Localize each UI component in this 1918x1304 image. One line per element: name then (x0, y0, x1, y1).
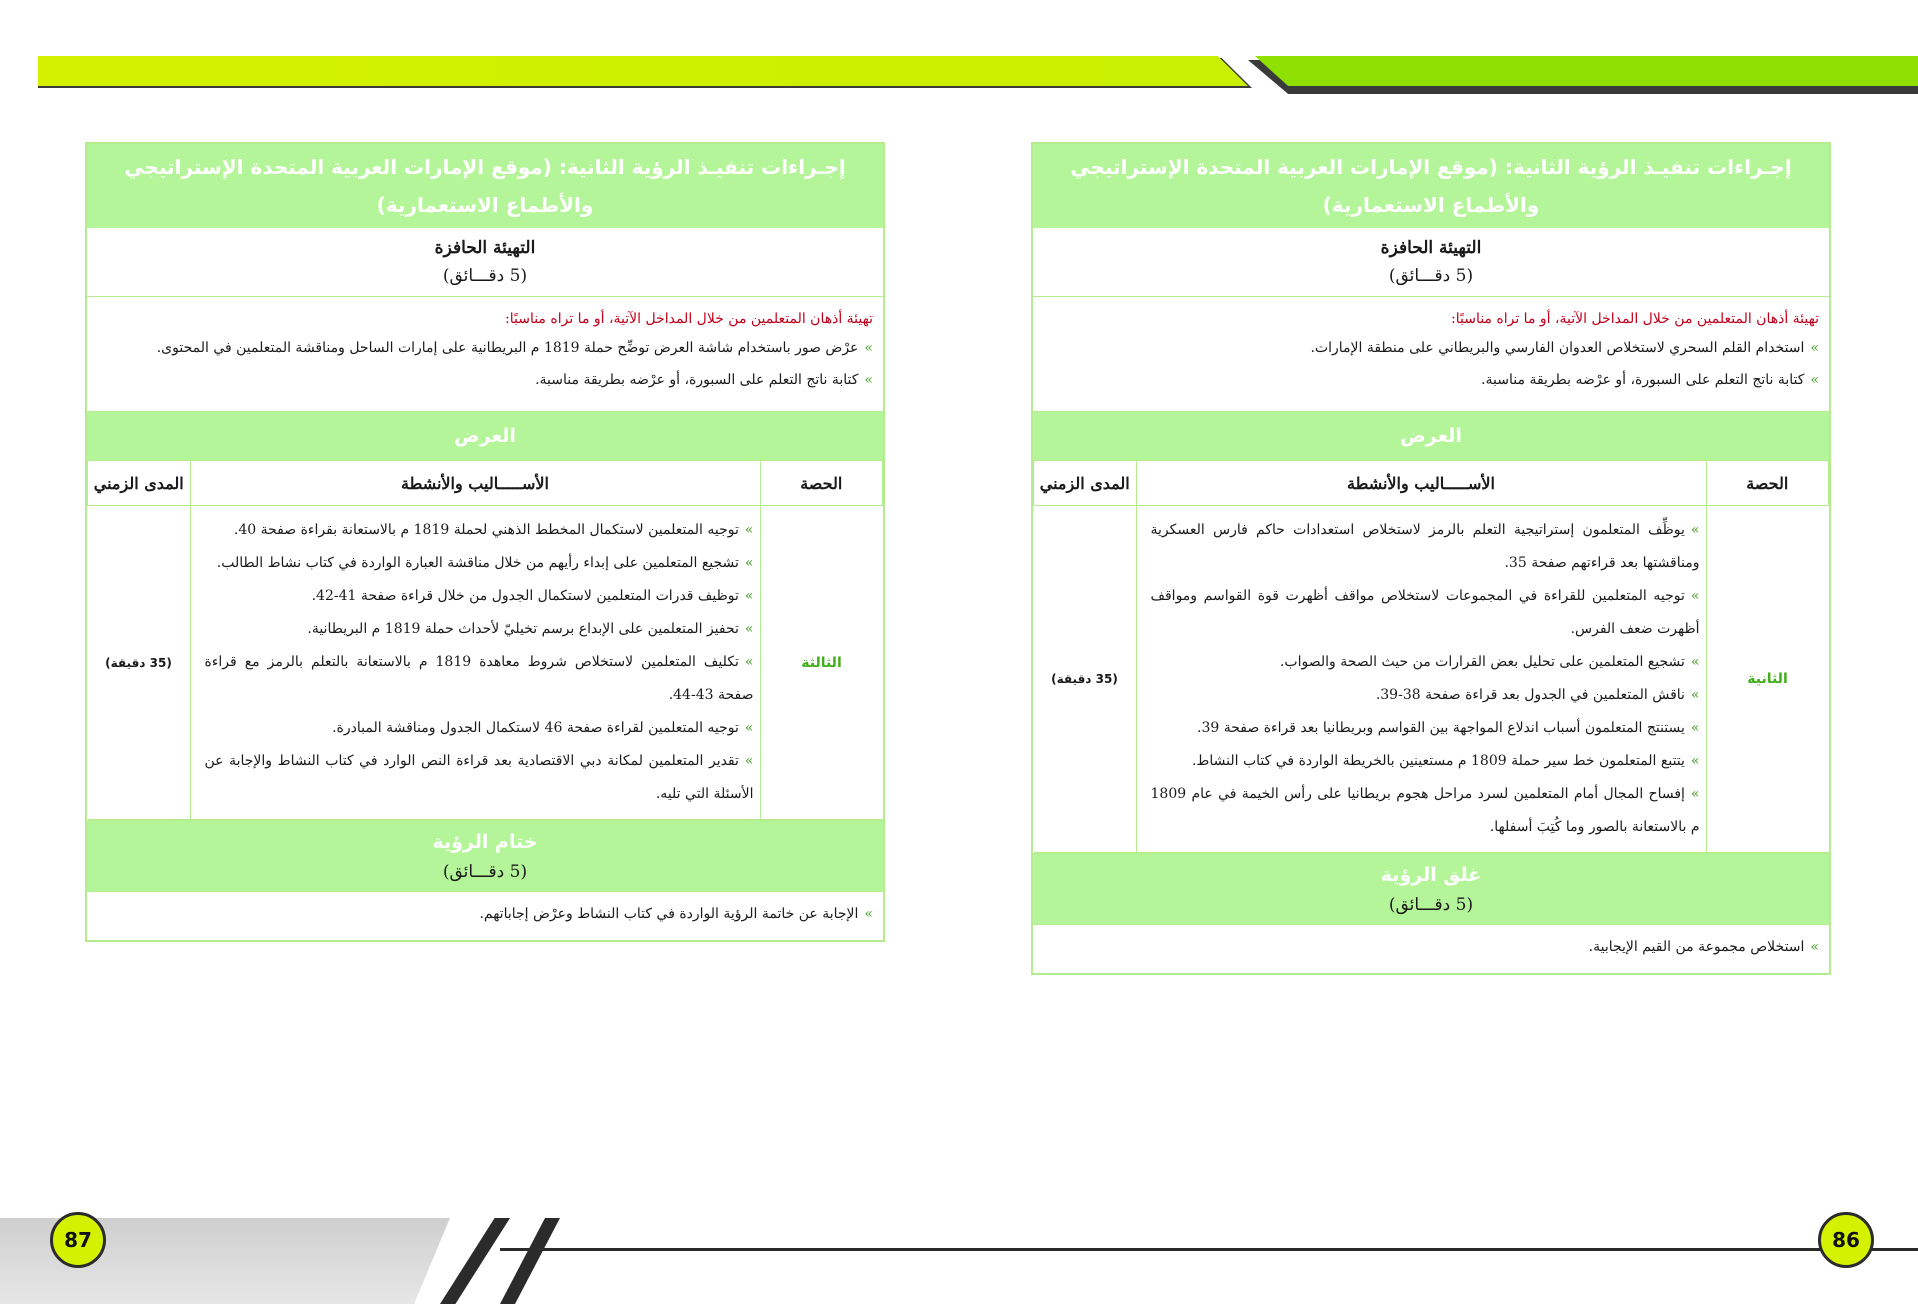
activities-cell (190, 506, 760, 820)
list-item: »استخدام القلم السحري لاستخلاص العدوان الفارسي والبريطاني على منطقة الإمارات. (1310, 340, 1819, 356)
warmup-section (87, 228, 883, 297)
activities-cell (1136, 506, 1706, 853)
activity-item: »تقدير المتعلمين لمكانة دبي الاقتصادية بعد قراءة النص الوارد في كتاب النشاط والإجابة عن الأسئلة التي تليه. (204, 753, 754, 802)
warmup-title: التهيئة الحافزة (434, 238, 536, 258)
closing-item: »الإجابة عن خاتمة الرؤية الواردة في كتاب النشاط وعرْض إجاباتهم. (87, 891, 883, 940)
closing-section (87, 820, 883, 891)
col-activities: الأســـــاليب والأنشطة (1136, 461, 1706, 506)
closing-duration: (5 دقـــائق) (1388, 895, 1474, 915)
presentation-title: العرض (87, 412, 883, 461)
lesson-panel-left (85, 142, 885, 942)
closing-title: ختام الرؤية (432, 831, 538, 853)
activity-item: »يستنتج المتعلمون أسباب اندلاع المواجهة بين القواسم وبريطانيا بعد قراءة صفحة 39. (1197, 720, 1700, 736)
col-lesson: الحصة (760, 461, 883, 506)
bullet-arrow-icon: » (864, 906, 873, 922)
activity-item: »توجيه المتعلمين للقراءة في المجموعات لاستخلاص مواقف أظهرت قوة القواسم ومواقف أظهرت ضعف الفرس. (1150, 588, 1700, 637)
list-item: »كتابة ناتج التعلم على السبورة، أو عرْضه بطريقة مناسبة. (535, 372, 873, 388)
closing-section (1033, 853, 1829, 924)
duration-cell: (35 دقيقة) (88, 506, 191, 820)
table-row (88, 506, 883, 820)
table-row (1034, 506, 1829, 853)
bullet-arrow-icon: » (744, 720, 754, 736)
activity-item: »توظيف قدرات المتعلمين لاستكمال الجدول من خلال قراءة صفحة 41-42. (311, 588, 754, 604)
activity-item: »توجيه المتعلمين لاستكمال المخطط الذهني لحملة 1819 م بالاستعانة بقراءة صفحة 40. (233, 522, 754, 538)
bullet-arrow-icon: » (744, 588, 754, 604)
activity-item: »يتتبع المتعلمون خط سير حملة 1809 م مستعينين بالخريطة الواردة في كتاب النشاط. (1191, 753, 1700, 769)
bullet-arrow-icon: » (744, 753, 754, 769)
bullet-arrow-icon: » (1810, 939, 1819, 955)
warmup-duration: (5 دقـــائق) (442, 266, 528, 286)
col-activities: الأســـــاليب والأنشطة (190, 461, 760, 506)
bullet-arrow-icon: » (744, 522, 754, 538)
bullet-arrow-icon: » (1690, 654, 1700, 670)
bottom-stripe (500, 1218, 560, 1304)
list-item: »كتابة ناتج التعلم على السبورة، أو عرْضه بطريقة مناسبة. (1481, 372, 1819, 388)
closing-title: غلق الرؤية (1380, 864, 1482, 886)
closing-item: »استخلاص مجموعة من القيم الإيجابية. (1033, 924, 1829, 973)
bullet-arrow-icon: » (1690, 753, 1700, 769)
activities-table (1033, 461, 1829, 853)
intro-section (87, 297, 883, 412)
activity-item: »ناقش المتعلمين في الجدول بعد قراءة صفحة 38-39. (1375, 687, 1700, 703)
bullet-arrow-icon: » (1690, 687, 1700, 703)
panel-header: إجـراءات تنفيـذ الرؤية الثانية: (موقع الإمارات العربية المتحدة الإستراتيجي والأطماع الاستعمارية) (1033, 144, 1829, 228)
activity-item: »تشجيع المتعلمين على إبداء رأيهم من خلال مناقشة العبارة الواردة في كتاب نشاط الطالب. (216, 555, 754, 571)
top-bar-right (1255, 56, 1918, 86)
bullet-arrow-icon: » (744, 621, 754, 637)
panel-header: إجـراءات تنفيـذ الرؤية الثانية: (موقع الإمارات العربية المتحدة الإستراتيجي والأطماع الاستعمارية) (87, 144, 883, 228)
bullet-arrow-icon: » (1690, 720, 1700, 736)
bullet-arrow-icon: » (744, 555, 754, 571)
bottom-line (500, 1248, 1918, 1251)
top-bar-left (38, 56, 1248, 86)
duration-cell: (35 دقيقة) (1034, 506, 1137, 853)
activity-item: »يوظِّف المتعلمون إستراتيجية التعلم بالرمز لاستخلاص استعدادات حاكم فارس العسكرية ومناقشتها بعد قراءتهم صفحة 35. (1150, 522, 1700, 571)
col-duration: المدى الزمني (1034, 461, 1137, 506)
intro-title: تهيئة أذهان المتعلمين من خلال المداخل الآتية، أو ما تراه مناسبًا: (1451, 311, 1819, 327)
lesson-panel-right (1031, 142, 1831, 975)
activity-item: »توجيه المتعلمين لقراءة صفحة 46 لاستكمال الجدول ومناقشة المبادرة. (332, 720, 754, 736)
bullet-arrow-icon: » (1810, 372, 1819, 388)
list-item: »عرْض صور باستخدام شاشة العرض توضِّح حملة 1819 م البريطانية على إمارات الساحل ومناقشة المتعلمين في المحتوى. (156, 340, 873, 356)
warmup-duration: (5 دقـــائق) (1388, 266, 1474, 286)
bottom-stripe (440, 1218, 510, 1304)
activity-item: »تحفيز المتعلمين على الإبداع برسم تخيليّ لأحداث حملة 1819 م البريطانية. (307, 621, 754, 637)
bullet-arrow-icon: » (864, 372, 873, 388)
activity-item: »تشجيع المتعلمين على تحليل بعض القرارات من حيث الصحة والصواب. (1279, 654, 1700, 670)
intro-title: تهيئة أذهان المتعلمين من خلال المداخل الآتية، أو ما تراه مناسبًا: (505, 311, 873, 327)
lesson-cell: الثانية (1706, 506, 1829, 853)
lesson-cell: الثالثة (760, 506, 883, 820)
page-number-left: 87 (50, 1212, 106, 1268)
col-lesson: الحصة (1706, 461, 1829, 506)
col-duration: المدى الزمني (88, 461, 191, 506)
closing-duration: (5 دقـــائق) (442, 862, 528, 882)
bullet-arrow-icon: » (864, 340, 873, 356)
presentation-title: العرض (1033, 412, 1829, 461)
bullet-arrow-icon: » (1690, 786, 1700, 802)
warmup-title: التهيئة الحافزة (1380, 238, 1482, 258)
bullet-arrow-icon: » (744, 654, 754, 670)
bullet-arrow-icon: » (1810, 340, 1819, 356)
intro-section (1033, 297, 1829, 412)
bullet-arrow-icon: » (1690, 522, 1700, 538)
activity-item: »إفساح المجال أمام المتعلمين لسرد مراحل هجوم بريطانيا على رأس الخيمة في عام 1809 م بالاستعانة بالصور وما كُتِبَ أسفلها. (1150, 786, 1700, 835)
bullet-arrow-icon: » (1690, 588, 1700, 604)
page-number-right: 86 (1818, 1212, 1874, 1268)
activities-table (87, 461, 883, 820)
activity-item: »تكليف المتعلمين لاستخلاص شروط معاهدة 1819 م بالاستعانة بالتعلم بالرمز مع قراءة صفحة 43-44. (204, 654, 754, 703)
warmup-section (1033, 228, 1829, 297)
